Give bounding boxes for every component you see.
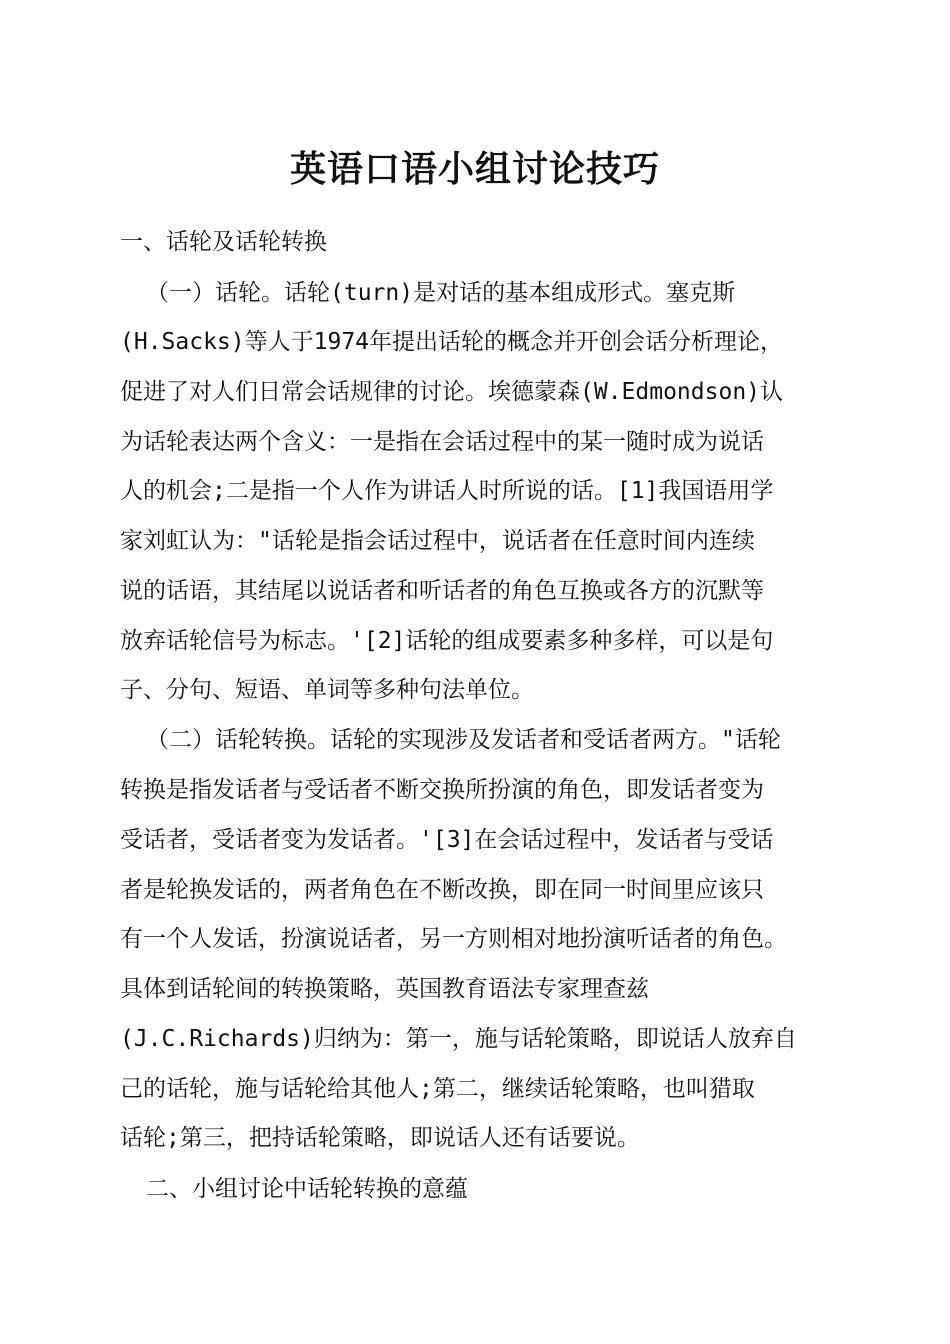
paragraph-line: 者是轮换发话的，两者角色在不断改换，即在同一时间里应该只 — [120, 877, 764, 903]
paragraph-line: (J.C.Richards)归纳为：第一，施与话轮策略，即说话人放弃自 — [120, 1026, 797, 1052]
paragraph-line: （一）话轮。话轮(turn)是对话的基本组成形式。塞克斯 — [146, 280, 736, 306]
paragraph-line: 家刘虹认为："话轮是指会话过程中，说话者在任意时间内连续 — [120, 528, 755, 554]
paragraph-line: 具体到话轮间的转换策略，英国教育语法专家理查兹 — [120, 976, 649, 1002]
paragraph-line: 说的话语，其结尾以说话者和听话者的角色互换或各方的沉默等 — [120, 578, 764, 604]
section-heading: 二、小组讨论中话轮转换的意蕴 — [146, 1176, 468, 1202]
paragraph-line: 子、分句、短语、单词等多种句法单位。 — [120, 677, 534, 703]
paragraph-line: 受话者，受话者变为发话者。'[3]在会话过程中，发话者与受话 — [120, 827, 774, 853]
paragraph-line: 话轮;第三，把持话轮策略，即说话人还有话要说。 — [120, 1125, 640, 1151]
paragraph-line: 人的机会;二是指一个人作为讲话人时所说的话。[1]我国语用学 — [120, 478, 774, 504]
paragraph-line: （二）话轮转换。话轮的实现涉及发话者和受话者两方。"话轮 — [146, 727, 781, 753]
paragraph-line: 有一个人发话，扮演说话者，另一方则相对地扮演听话者的角色。 — [120, 926, 787, 952]
section-heading: 一、话轮及话轮转换 — [120, 229, 327, 255]
paragraph-line: 放弃话轮信号为标志。'[2]话轮的组成要素多种多样，可以是句 — [120, 628, 774, 654]
paragraph-line: 转换是指发话者与受话者不断交换所扮演的角色，即发话者变为 — [120, 777, 764, 803]
paragraph-line: 为话轮表达两个含义：一是指在会话过程中的某一随时成为说话 — [120, 429, 764, 455]
document-title: 英语口语小组讨论技巧 — [289, 148, 660, 190]
paragraph-line: (H.Sacks)等人于1974年提出话轮的概念并开创会话分析理论， — [120, 329, 784, 355]
paragraph-line: 促进了对人们日常会话规律的讨论。埃德蒙森(W.Edmondson)认 — [120, 379, 784, 405]
paragraph-line: 己的话轮，施与话轮给其他人;第二，继续话轮策略，也叫猎取 — [120, 1076, 755, 1102]
